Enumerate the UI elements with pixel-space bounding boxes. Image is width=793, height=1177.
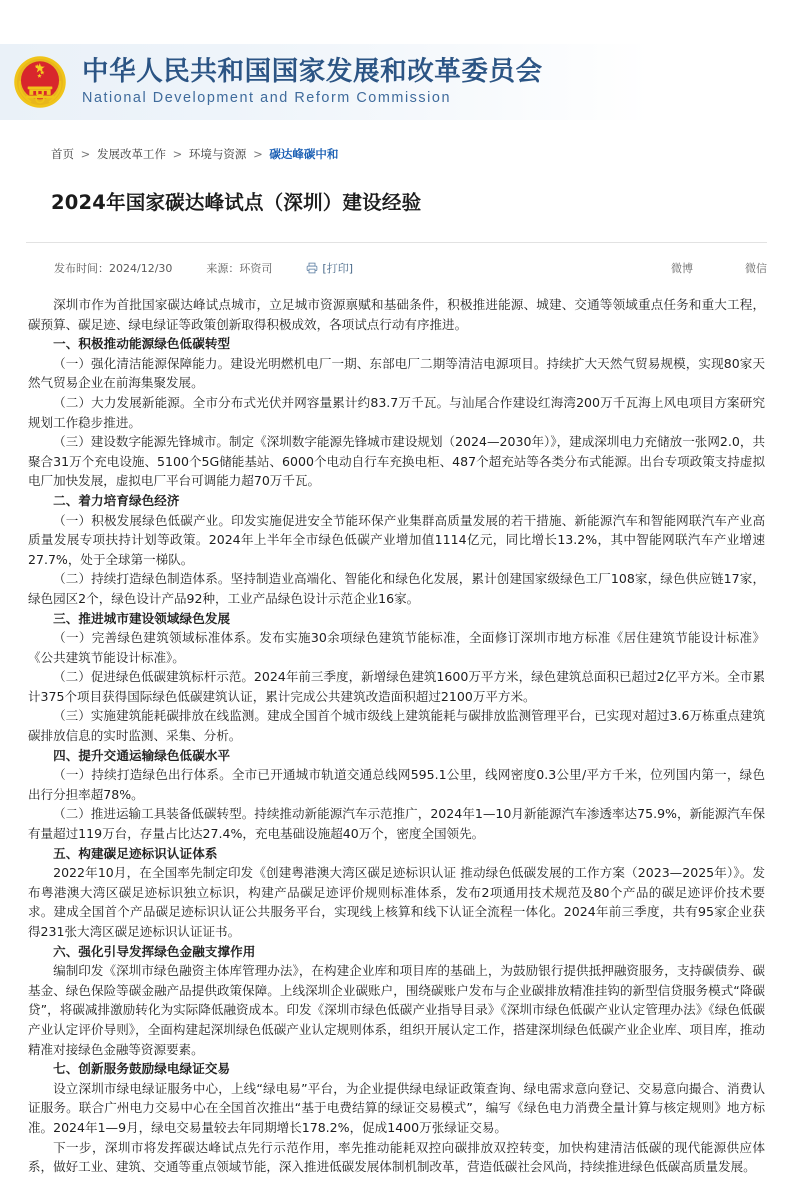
section-heading: 三、推进城市建设领域绿色发展 — [53, 610, 231, 626]
breadcrumb-item-home[interactable]: 首页 — [51, 147, 74, 161]
section-heading: 六、强化引导发挥绿色金融支撑作用 — [53, 943, 256, 959]
body-paragraph: 2022年10月，在全国率先制定印发《创建粤港澳大湾区碳足迹标识认证 推动绿色低碳发展的工作方案（2023—2025年）》。发布粤港澳大湾区碳足迹标识独立标识，构建产品碳足迹评价规则标准体系，发布2项通用技术规范及80个产品的碳足迹评价技术要求。建成全国首个产品碳足迹标识认证公共服务平台，实现线上核算和线下认证全流程一体化。2024年前三季度，共有95家企业获得231张大湾区碳足迹标识认证证书。 — [28, 865, 765, 939]
printer-icon — [306, 262, 318, 274]
article-source: 来源：环资司 — [206, 262, 273, 275]
share-weibo[interactable]: 微博 — [671, 262, 693, 275]
print-button[interactable] — [306, 260, 353, 276]
section-heading: 一、积极推动能源绿色低碳转型 — [53, 336, 231, 352]
body-paragraph: （二）持续打造绿色制造体系。坚持制造业高端化、智能化和绿色化发展，累计创建国家级绿色工厂108家，绿色供应链17家，绿色园区2个，绿色设计产品92种，工业产品绿色设计示范企业16家。 — [28, 571, 765, 606]
section-heading: 四、提升交通运输绿色低碳水平 — [53, 747, 231, 763]
org-name-cn: 中华人民共和国国家发展和改革委员会 — [82, 56, 543, 88]
body-paragraph: （一）持续打造绿色出行体系。全市已开通城市轨道交通总线网595.1公里，线网密度0.3公里/平方千米，位列国内第一，绿色出行分担率超78%。 — [28, 767, 765, 802]
body-paragraph: 深圳市作为首批国家碳达峰试点城市，立足城市资源禀赋和基础条件，积极推进能源、城建、交通等领域重点任务和重大工程，碳预算、碳足迹、绿电绿证等政策创新取得积极成效，各项试点行动有序推进。 — [28, 297, 765, 332]
share-wechat[interactable]: 微信 — [745, 262, 767, 275]
top-spacer — [0, 0, 793, 44]
title-divider — [26, 242, 767, 243]
section-heading: 二、着力培育绿色经济 — [53, 492, 180, 508]
breadcrumb-separator: > — [253, 147, 263, 161]
body-paragraph: （二）促进绿色低碳建筑标杆示范。2024年前三季度，新增绿色建筑1600万平方米，绿色建筑总面积已超过2亿平方米。全市累计375个项目获得国际绿色低碳建筑认证，累计完成公共建筑改造面积超过2100万平方米。 — [28, 669, 765, 704]
section-heading: 七、创新服务鼓励绿电绿证交易 — [53, 1061, 231, 1077]
body-paragraph: （二）大力发展新能源。全市分布式光伏并网容量累计约83.7万千瓦。与汕尾合作建设红海湾200万千瓦海上风电项目方案研究规划工作稳步推进。 — [28, 394, 765, 430]
masthead-text — [82, 56, 543, 106]
breadcrumb-separator: > — [172, 147, 183, 161]
body-paragraph: （三）建设数字能源先锋城市。制定《深圳数字能源先锋城市建设规划（2024—2030年）》，建成深圳电力充储放一张网2.0，共聚合31万个充电设施、5100个5G储能基站、6000个电动自行车充换电柜、487个超充站等各类分布式能源。出台专项政策支持虚拟电厂加快发展，虚拟电厂平台可调能力超70万千瓦。 — [28, 434, 765, 489]
body-paragraph: （三）实施建筑能耗碳排放在线监测。建成全国首个城市级线上建筑能耗与碳排放监测管理平台，已实现对超过3.6万栋重点建筑碳排放信息的实时监测、采集、分析。 — [28, 708, 765, 744]
publish-time: 发布时间：2024/12/30 — [54, 262, 173, 275]
body-paragraph: （一）强化清洁能源保障能力。建设光明燃机电厂一期、东部电厂二期等清洁电源项目。持续扩大天然气贸易规模，实现80家天然气贸易企业在前海集聚发展。 — [28, 355, 765, 391]
breadcrumb — [26, 146, 767, 162]
breadcrumb-item-carbon-peak[interactable]: 碳达峰碳中和 — [269, 147, 339, 161]
national-emblem-icon — [12, 54, 68, 110]
section-heading: 五、构建碳足迹标识认证体系 — [53, 845, 218, 861]
body-paragraph: （一）完善绿色建筑领域标准体系。发布实施30余项绿色建筑节能标准，全面修订深圳市地方标准《居住建筑节能设计标准》《公共建筑节能设计标准》。 — [28, 630, 765, 665]
body-paragraph: 编制印发《深圳市绿色融资主体库管理办法》，在构建企业库和项目库的基础上，为鼓励银行提供抵押融资服务，支持碳债券、碳基金、绿色保险等碳金融产品提供政策保障。上线深圳企业碳账户，围绕碳账户发布与企业碳排放精准挂钩的新型信贷服务模式“降碳贷”，将碳减排激励转化为实际降低融资成本。印发《深圳市绿色低碳产业指导目录》《深圳市绿色低碳产业认定管理办法》《绿色低碳产业认定评价导则》，全面构建起深圳绿色低碳产业认定规则体系，组织开展认定工作，搭建深圳绿色低碳产业企业库、项目库，推动精准对接绿色金融等资源要素。 — [28, 963, 765, 1057]
breadcrumb-item-work[interactable]: 发展改革工作 — [96, 147, 166, 161]
article-body — [26, 295, 767, 1177]
site-masthead — [0, 44, 793, 120]
org-name-en: National Development and Reform Commission — [82, 89, 452, 106]
body-paragraph: （二）推进运输工具装备低碳转型。持续推动新能源汽车示范推广，2024年1—10月新能源汽车渗透率达75.9%，新能源汽车保有量超过119万台，存量占比达27.4%，充电基础设施超40万个，密度全国领先。 — [28, 806, 765, 842]
body-paragraph: 下一步，深圳市将发挥碳达峰试点先行示范作用，率先推动能耗双控向碳排放双控转变，加快构建清洁低碳的现代能源供应体系，做好工业、建筑、交通等重点领域节能，深入推进低碳发展体制机制改革，营造低碳社会风尚，持续推进绿色低碳高质量发展。 — [28, 1139, 765, 1175]
body-paragraph: （一）积极发展绿色低碳产业。印发实施促进安全节能环保产业集群高质量发展的若干措施、新能源汽车和智能网联汽车产业高质量发展专项扶持计划等政策。2024年上半年全市绿色低碳产业增加值1114亿元，同比增长13.2%，其中智能网联汽车产业增速27.7%，处于全球第一梯队。 — [28, 512, 765, 567]
breadcrumb-item-environment[interactable]: 环境与资源 — [188, 147, 247, 161]
print-label: [打印] — [322, 262, 353, 275]
body-paragraph: 设立深圳市绿电绿证服务中心，上线“绿电易”平台，为企业提供绿电绿证政策查询、绿电需求意向登记、交易意向撮合、消费认证服务。联合广州电力交易中心在全国首次推出“基于电费结算的绿证交易模式”，编写《绿色电力消费全量计算与核定规则》地方标准。2024年1—9月，绿电交易量较去年同期增长178.2%，促成1400万张绿证交易。 — [28, 1080, 765, 1135]
breadcrumb-separator: > — [80, 147, 91, 161]
article-meta-bar — [26, 257, 767, 279]
page-title: 2024年国家碳达峰试点（深圳）建设经验 — [51, 191, 422, 214]
